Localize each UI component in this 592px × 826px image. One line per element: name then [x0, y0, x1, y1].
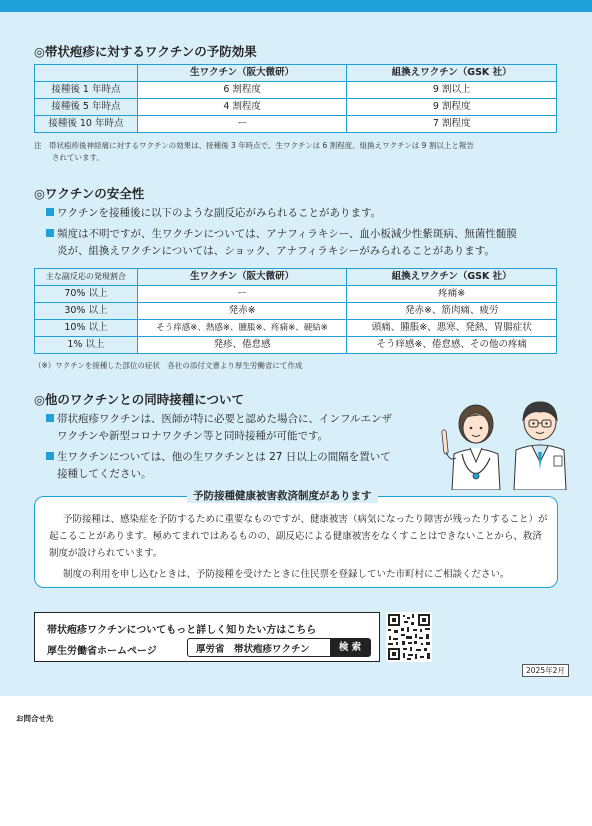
table-header: 主な副反応の発現割合: [35, 269, 138, 286]
table-cell: そう痒感※、倦怠感、その他の疼痛: [347, 337, 557, 354]
table-cell: 9 割程度: [347, 99, 557, 116]
concurrent-bullet-1-line1: [46, 411, 392, 428]
row-header: 接種後 1 年時点: [35, 82, 138, 99]
bullet-text: 頻度は不明ですが、生ワクチンについては、アナフィラキシー、血小板減少性紫斑病、無菌性髄膜: [57, 228, 517, 240]
square-bullet-icon: [46, 229, 54, 237]
more-info-label: 帯状疱疹ワクチンについてもっと詳しく知りたい方はこちら: [47, 625, 317, 636]
table-header: 生ワクチン（阪大微研）: [137, 65, 347, 82]
table-cell: 6 割程度: [137, 82, 347, 99]
table-cell: 9 割以上: [347, 82, 557, 99]
table-row: [35, 99, 557, 116]
table-cell: そう痒感※、熱感※、腫脹※、疼痛※、硬結※: [137, 320, 347, 337]
square-bullet-icon: [46, 452, 54, 460]
row-header: 10% 以上: [35, 320, 138, 337]
table-cell: 疼痛※: [347, 286, 557, 303]
row-header: 30% 以上: [35, 303, 138, 320]
table-row: [35, 337, 557, 354]
doctors-illustration: [432, 392, 582, 490]
table-cell: 発赤※、筋肉痛、疲労: [347, 303, 557, 320]
more-info-box: [34, 612, 380, 662]
efficacy-note-line1: 注 帯状疱疹後神経痛に対するワクチンの効果は、接種後 3 年時点で、生ワクチンは 6 割程度、組換えワクチンは 9 割以上と報告: [34, 141, 474, 150]
bullet-text: 生ワクチンについては、他の生ワクチンとは 27 日以上の間隔を置いて: [57, 451, 391, 463]
row-header: 接種後 10 年時点: [35, 116, 138, 133]
qr-code-icon[interactable]: [386, 612, 432, 662]
male-doctor-icon: [514, 402, 566, 490]
safety-bullet-1: [46, 205, 381, 222]
square-bullet-icon: [46, 414, 54, 422]
mhlw-homepage-label: 厚生労働省ホームページ: [47, 646, 157, 657]
relief-system-title: 予防接種健康被害救済制度があります: [187, 488, 378, 503]
contact-label: お問合せ先: [16, 714, 54, 723]
concurrent-bullet-1-line2: ワクチンや新型コロナワクチン等と同時接種が可能です。: [57, 430, 329, 442]
concurrent-bullet-2-line2: 接種してください。: [57, 468, 152, 480]
row-header: 1% 以上: [35, 337, 138, 354]
section-title-efficacy: ◎帯状疱疹に対するワクチンの予防効果: [34, 44, 257, 59]
search-button[interactable]: 検 索: [330, 639, 370, 656]
table-header: 組換えワクチン（GSK 社）: [347, 65, 557, 82]
efficacy-note-line2: されています。: [52, 153, 104, 162]
table-header: 生ワクチン（阪大微研）: [137, 269, 347, 286]
table-header: 組換えワクチン（GSK 社）: [347, 269, 557, 286]
top-accent-bar: [0, 0, 592, 12]
table-cell: ー: [137, 286, 347, 303]
female-doctor-icon: [444, 405, 500, 490]
relief-paragraph-1: 予防接種は、感染症を予防するために重要なものですが、健康被害（病気になったり障害が残ったりすること）が起こることがあります。極めてまれではあるものの、副反応による健康被害をなくすことはできないことから、救済制度が設けられています。: [49, 514, 548, 559]
square-bullet-icon: [46, 208, 54, 216]
table-cell: 頭痛、腫脹※、悪寒、発熱、胃腸症状: [347, 320, 557, 337]
table-row: [35, 82, 557, 99]
table-row: [35, 116, 557, 133]
row-header: 接種後 5 年時点: [35, 99, 138, 116]
safety-bullet-2-line2: 炎が、組換えワクチンについては、ショック、アナフィラキシーがみられることがあります。: [57, 245, 495, 257]
table-header-row: [35, 269, 557, 286]
concurrent-bullet-2-line1: [46, 449, 391, 466]
row-header: 70% 以上: [35, 286, 138, 303]
efficacy-table: [34, 64, 557, 133]
relief-paragraph-2: 制度の利用を申し込むときは、予防接種を受けたときに住民票を登録していた市町村にご相談ください。: [63, 569, 510, 580]
search-field[interactable]: [187, 638, 371, 657]
side-effects-footnote: （※）ワクチンを接種した部位の症状 各社の添付文書より厚生労働省にて作成: [34, 361, 303, 370]
section-title-concurrent: ◎他のワクチンとの同時接種について: [34, 392, 245, 407]
table-header: [35, 65, 138, 82]
date-badge: 2025年2月: [522, 664, 569, 677]
search-query-text: 厚労省 帯状疱疹ワクチン: [196, 644, 310, 655]
safety-bullet-2-line1: [46, 226, 517, 243]
table-header-row: [35, 65, 557, 82]
table-cell: 発疹、倦怠感: [137, 337, 347, 354]
relief-system-box: [34, 490, 558, 588]
table-cell: 発赤※: [137, 303, 347, 320]
table-row: [35, 303, 557, 320]
table-cell: 7 割程度: [347, 116, 557, 133]
table-row: [35, 286, 557, 303]
bullet-text: ワクチンを接種後に以下のような副反応がみられることがあります。: [57, 207, 382, 219]
side-effects-table: [34, 268, 557, 354]
table-row: [35, 320, 557, 337]
table-cell: ー: [137, 116, 347, 133]
table-cell: 4 割程度: [137, 99, 347, 116]
bullet-text: 帯状疱疹ワクチンは、医師が特に必要と認めた場合に、インフルエンザ: [57, 413, 393, 425]
section-title-safety: ◎ワクチンの安全性: [34, 186, 145, 201]
